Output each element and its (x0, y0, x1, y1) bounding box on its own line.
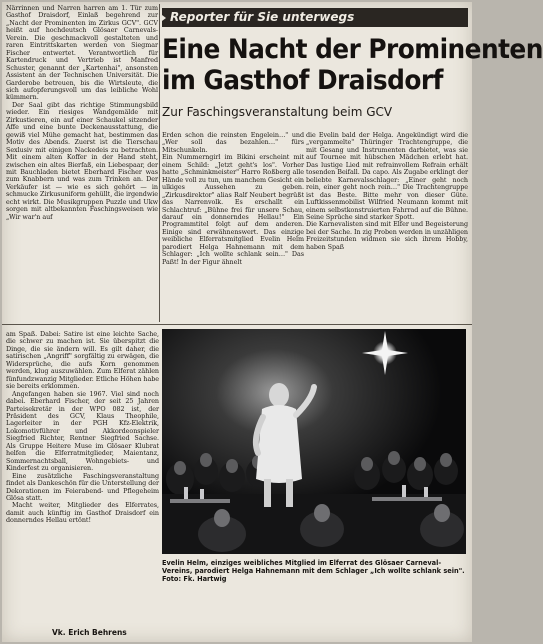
paragraph-extra-event: Eine zusätzliche Faschingsveranstaltung findet als Dankeschön für die Unterstellung der Dekorationen im Feierabend- und Pflegeheim Glösa statt. (6, 471, 159, 502)
paragraph-satire: am Spaß. Dabei: Satire ist eine leichte Sache, die schwer zu machen ist. Sie überspitzt die Dinge, die sie ändern will. Es gilt daher, die satirischen „Angriff" sorgfältig zu erwägen, die Widersprüche, die aufs Korn genommen werden, klug auszuwählen. Zum Elferat zählen fünfundzwanzig Mitglieder. Etliche Höhen habe sie bereits erklommen. (6, 330, 159, 391)
horizontal-rule (2, 324, 472, 325)
paragraph-history: Angefangen haben sie 1967. Viel sind noch dabei. Eberhard Fischer, der seit 25 Jahren Parteisekretär in der WPO 082 ist, der Präsident des GCV, Klaus Theophile, Lagerleiter in der PGH Kfz-Elektrik, Lokomotivführer und Akkordeonspieler Siegfried Richter, Rentner Siegfried Sachse. Als Gruppe Heitere Muse im Glösaer Klubrat helfen die Elferratmitglieder, Maientanz, Sommernachtsball, Wohngebiets- und Kinderfest zu organisieren. (6, 389, 159, 473)
headline-line-2: im Gasthof Draisdorf (162, 65, 443, 96)
paragraph-col2: Erden schon die reinsten Engelein…" und „Wer soll das bezahlen…" fürs Mitschunkeln. Ein Nummerngirl im Bikini erscheint mit einem Schild: „Jetzt geht's los". Vorher hatte „Schminkmeister" Harro Roßberg alle Hände voll zu tun, um manchem Gesicht ein ulkiges Aussehen zu geben. „Zirkusdirektor" alias Ralf Neubert begrüßt das Narrenvolk. Es erschallt ein Schlachtruf: „Bühne frei für unsere Schau, darauf ein donnerndes Hellau!" Ein Programmtitel folgt auf dem anderen. Einige sind erwähnenswert. Das einzige weibliche Elferratsmitglied Evelin Helm parodiert Helga Hahnemann mit dem Schlager: „Ich wollte schlank sein…" Das Paßt! In der Figur ähnelt (162, 131, 304, 266)
column-rule (159, 4, 160, 322)
paragraph-col3: die Evelin bald der Helga. Angekündigt wird die „vergammelte" Thüringer Trachtengruppe, die mit Gesang und Instrumenten darbietet, was sie auf Tournee mit hübschen Mädchen erlebt hat. Das lustige Lied mit refrainvollem Refrain erhält tosenden Beifall. Da capo. Als Zugabe erklingt der beliebte Karnevalsschlager: „Einer geht noch rein, einer geht noch rein…" Die Trachtengruppe ist das Beste. Bitte mehr von dieser Güte. Luftkissenmobilist Wilfried Neumann kommt mit einem selbstkonstruierten Fahrrad auf die Bühne. Seine Sprüche sind starker Spott. Die Karnevalisten sind mit Elfer und Begeisterung bei der Sache. In zig Proben werden in unzähligen Freizeitstunden widmen sie sich ihrem Hobby, haben Spaß (306, 131, 468, 251)
headline (162, 34, 543, 96)
subheadline: Zur Faschingsveranstaltung beim GCV (162, 105, 393, 119)
paragraph-intro: Närrinnen und Narren harren am 1. Tür zum Gasthof Draisdorf, Einlaß begehrend zur „Nacht der Prominenten im Zirkus GCV". GCV heißt auf hochdeutsch Glösaer Carnevals-Verein. Die geschmackvoll gestalteten und raren Eintrittskarten werden von Siegmar Fischer entwertet. Verantwortlich für Kartendruck und Vertrieb ist Manfred Schuster, genannt der „Kartenhai", ansonsten Assistent an der Technischen Universität. Die Garderobe betreuen, bis die Wirtsleute, die sich aufopferungsvoll um das leibliche Wohl kümmern. (6, 4, 158, 102)
paragraph-closing: Macht weiter, Mitglieder des Elferrates, damit auch künftig im Gasthof Draisdorf ein donnerndes Hellau ertönt! (6, 501, 159, 525)
article-column-2 (162, 132, 304, 266)
article-column-3 (306, 132, 468, 251)
photo-caption: Evelin Helm, einziges weibliches Mitglied im Elferrat des Glösaer Carneval-Vereins, parodiert Helga Hahnemann mit dem Schlager „Ich wollte schlank sein". Foto: Fk. Hartwig (162, 559, 465, 584)
event-photo (162, 329, 466, 554)
kicker-banner: Reporter für Sie unterwegs (162, 8, 468, 27)
newspaper-clipping (2, 2, 543, 642)
paragraph-saal: Der Saal gibt das richtige Stimmungsbild wieder. Ein riesiges Wandgemälde mit Zirkustieren, ein auf einer Schaukel sitzender Affe und eine bunte Deckenausstattung, die gewiß viel Mühe gemacht hat, bestimmen das Motiv des Abends. Zuerst ist die Tierschau Sexlusiv mit einigen Nackedeis zu betrachten. Mit einem alten Koffer in der Hand steht, zwischen ein altes Bierfaß, ein Liebespaar, der mit Bauchladen bietet Eberhard Fischer was zum Knabbern und was zum Trinken an. Der Verkäufer ist — wie es sich gehört — in schmucke Zirkusuniform gehüllt, die irgendwie echt wirkt. Die Musikgruppen Puzzle und Ukw sorgen mit altbekannten Faschingsweisen wie „Wir war'n auf (6, 100, 158, 221)
kicker-arrow-icon (162, 15, 166, 21)
article-column-1 (6, 5, 158, 221)
stage-photo-image (162, 329, 466, 554)
article-column-4 (6, 331, 159, 525)
author-byline: Vk. Erich Behrens (52, 628, 127, 637)
headline-line-1: Eine Nacht der Prominenten (162, 34, 543, 65)
